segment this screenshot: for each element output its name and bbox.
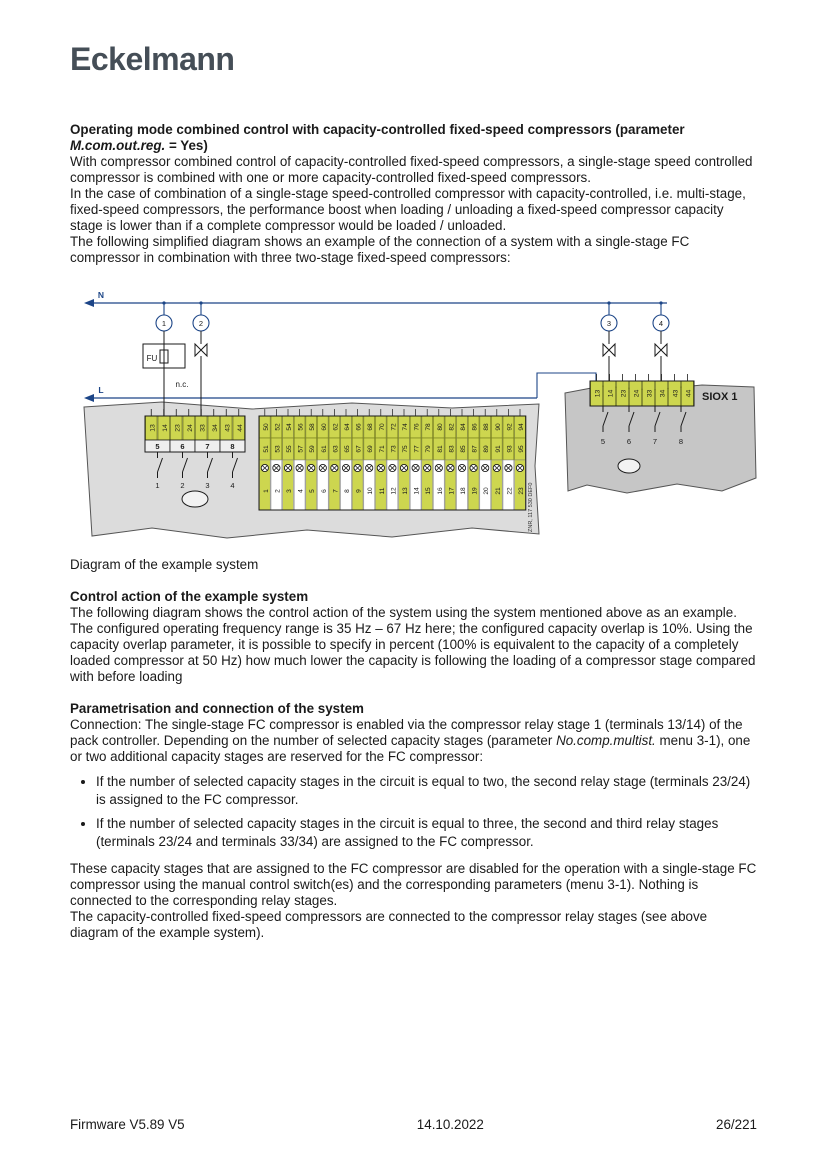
parameter-name: M.com.out.reg. <box>70 138 166 153</box>
svg-text:N: N <box>97 290 105 300</box>
svg-text:43: 43 <box>224 424 232 432</box>
svg-text:71: 71 <box>378 445 386 453</box>
capacity-stages-list <box>70 773 757 851</box>
svg-text:52: 52 <box>274 423 282 431</box>
paragraph-connection <box>70 717 757 765</box>
eckelmann-logo: Eckelmann <box>70 41 235 77</box>
svg-text:58: 58 <box>309 423 317 431</box>
svg-text:1: 1 <box>155 481 160 490</box>
svg-text:43: 43 <box>672 389 680 398</box>
section-heading-parametrisation: Parametrisation and connection of the system <box>70 701 364 716</box>
paragraph-fixed-speed-connection: The capacity-controlled fixed-speed compressors are connected to the compressor relay stages (see above diagram of the example system). <box>70 909 708 940</box>
svg-text:SIOX 1: SIOX 1 <box>702 391 738 403</box>
figure-caption: Diagram of the example system <box>70 557 259 572</box>
list-item-three-stages: • If the number of selected capacity stages in the circuit is equal to three, the second and third relay stages (terminals 23/24 and terminals 33/34) are assigned to the FC compressor. <box>96 815 757 851</box>
svg-text:72: 72 <box>390 423 398 431</box>
svg-text:4: 4 <box>658 319 664 328</box>
svg-text:76: 76 <box>413 423 421 431</box>
svg-text:6: 6 <box>320 489 328 493</box>
svg-text:18: 18 <box>460 487 467 495</box>
svg-text:66: 66 <box>355 423 363 431</box>
svg-text:23: 23 <box>620 389 628 398</box>
svg-text:44: 44 <box>236 424 244 432</box>
svg-text:75: 75 <box>402 445 409 453</box>
svg-text:ZNR, 117 530 DEF0: ZNR, 117 530 DEF0 <box>528 482 534 532</box>
svg-text:23: 23 <box>518 487 525 495</box>
svg-text:80: 80 <box>436 423 444 431</box>
paragraph-disabled-stages: These capacity stages that are assigned to the FC compressor are disabled for the operation with a single-stage FC compressor using the manual control switch(es) and the corresponding parameters (menu 3-1). Nothing is connected to the corresponding relay stages. <box>70 861 757 908</box>
svg-text:22: 22 <box>506 487 514 495</box>
svg-text:78: 78 <box>425 423 433 431</box>
svg-text:3: 3 <box>606 319 612 328</box>
svg-text:94: 94 <box>518 423 525 431</box>
svg-text:81: 81 <box>436 445 444 453</box>
svg-text:82: 82 <box>448 423 456 431</box>
svg-text:16: 16 <box>436 487 444 495</box>
svg-text:13: 13 <box>402 487 409 495</box>
svg-text:59: 59 <box>309 445 317 453</box>
svg-text:77: 77 <box>413 445 421 453</box>
svg-text:4: 4 <box>230 481 235 490</box>
svg-text:65: 65 <box>344 445 351 453</box>
paragraph-combination-case: In the case of combination of a single-stage speed-controlled compressor with capacity-controlled, i.e. multi-stage, fixed-speed compressors, the performance boost when loading / unloading a fixed-speed compressor capacity stage is lower than if a complete compressor would be loaded / unloaded. <box>70 186 746 233</box>
svg-text:90: 90 <box>494 423 502 431</box>
svg-text:6: 6 <box>180 442 185 451</box>
svg-text:64: 64 <box>344 423 351 431</box>
svg-text:56: 56 <box>297 423 305 431</box>
svg-text:86: 86 <box>471 423 479 431</box>
svg-text:88: 88 <box>483 423 491 431</box>
svg-text:51: 51 <box>262 445 270 453</box>
svg-text:23: 23 <box>174 424 182 432</box>
svg-text:24: 24 <box>633 389 641 398</box>
svg-text:14: 14 <box>161 424 169 432</box>
svg-text:8: 8 <box>230 442 235 451</box>
svg-text:95: 95 <box>518 445 525 453</box>
svg-text:L: L <box>98 385 104 395</box>
heading-tail: = Yes) <box>165 138 208 153</box>
svg-text:4: 4 <box>297 489 305 493</box>
svg-text:53: 53 <box>274 445 282 453</box>
wiring-diagram-container <box>82 286 774 549</box>
svg-text:92: 92 <box>506 423 514 431</box>
siox-motor-symbol <box>618 459 640 473</box>
svg-text:33: 33 <box>199 424 207 432</box>
svg-text:2: 2 <box>274 489 282 493</box>
list-item-two-stages: • If the number of selected capacity stages in the circuit is equal to two, the second relay stage (terminals 23/24) is assigned to the FC compressor. <box>96 773 757 809</box>
supply-line-n <box>84 290 667 307</box>
svg-text:5: 5 <box>600 437 606 446</box>
footer-page-number: 26/221 <box>716 1117 757 1132</box>
svg-text:84: 84 <box>460 423 467 431</box>
svg-text:68: 68 <box>367 423 375 431</box>
valve-icon <box>655 344 661 356</box>
svg-text:1: 1 <box>161 319 167 328</box>
svg-text:5: 5 <box>155 442 160 451</box>
svg-text:14: 14 <box>607 389 615 398</box>
footer-firmware-version: Firmware V5.89 V5 <box>70 1117 185 1132</box>
svg-text:19: 19 <box>471 487 479 495</box>
svg-text:21: 21 <box>494 487 502 495</box>
svg-text:85: 85 <box>460 445 467 453</box>
svg-text:50: 50 <box>262 423 270 431</box>
svg-text:3: 3 <box>286 489 293 493</box>
svg-text:91: 91 <box>494 445 502 453</box>
svg-text:44: 44 <box>685 389 693 398</box>
svg-text:54: 54 <box>286 423 293 431</box>
svg-text:1: 1 <box>262 489 270 493</box>
svg-text:2: 2 <box>198 319 204 328</box>
svg-text:74: 74 <box>402 423 409 431</box>
connection-tail: menu 3-1), one or two additional capacity stages are reserved for the FC compressor: <box>70 733 751 764</box>
svg-text:FU: FU <box>146 354 158 363</box>
svg-text:57: 57 <box>297 445 305 453</box>
parameter-name-multist: No.comp.multist. <box>556 733 656 748</box>
svg-text:87: 87 <box>471 445 479 453</box>
svg-text:7: 7 <box>652 437 658 446</box>
svg-text:8: 8 <box>344 489 351 493</box>
paragraph-control-action: The following diagram shows the control action of the system using the system mentioned above as an example. The configured operating frequency range is 35 Hz – 67 Hz here; the configured capacity overlap is 10%. Using the capacity overlap parameter, it is possible to specify in percent (100% is equivalent to the capacity of a completely loaded compressor at 50 Hz) how much lower the capacity is following the loading of a compressor stage compared with before loading <box>70 605 756 684</box>
svg-text:8: 8 <box>678 437 684 446</box>
svg-text:73: 73 <box>390 445 398 453</box>
svg-text:89: 89 <box>483 445 491 453</box>
section-heading-operating-mode <box>70 122 757 154</box>
connection-text: Connection: The single-stage FC compressor is enabled via the compressor relay stage 1 (terminals 13/14) of the pack controller. Depending on the number of selected capacity stages (parameter <box>70 717 743 748</box>
svg-text:33: 33 <box>646 389 654 398</box>
svg-text:55: 55 <box>286 445 293 453</box>
wiring-diagram <box>82 286 774 544</box>
svg-text:34: 34 <box>659 389 667 398</box>
svg-text:83: 83 <box>448 445 456 453</box>
svg-text:17: 17 <box>448 487 456 495</box>
io-terminal-block <box>259 409 526 510</box>
page-footer <box>70 1117 757 1132</box>
svg-text:3: 3 <box>205 481 210 490</box>
svg-text:14: 14 <box>413 487 421 495</box>
valve-icon <box>603 344 609 356</box>
svg-text:63: 63 <box>332 445 340 453</box>
svg-text:79: 79 <box>425 445 433 453</box>
svg-text:12: 12 <box>390 487 398 495</box>
svg-text:7: 7 <box>205 442 210 451</box>
svg-text:15: 15 <box>425 487 433 495</box>
svg-text:9: 9 <box>355 489 363 493</box>
valve-icon <box>195 344 201 356</box>
svg-text:61: 61 <box>320 445 328 453</box>
svg-text:2: 2 <box>180 481 185 490</box>
svg-text:10: 10 <box>367 487 375 495</box>
supply-line-l <box>84 373 596 402</box>
svg-text:n.c.: n.c. <box>175 380 189 389</box>
svg-text:13: 13 <box>149 424 157 432</box>
svg-text:11: 11 <box>378 487 386 495</box>
svg-text:70: 70 <box>378 423 386 431</box>
pack-motor-symbol <box>182 491 208 507</box>
svg-text:24: 24 <box>186 424 194 432</box>
svg-text:62: 62 <box>332 423 340 431</box>
svg-text:67: 67 <box>355 445 363 453</box>
svg-text:6: 6 <box>626 437 632 446</box>
svg-text:13: 13 <box>594 389 602 398</box>
footer-date: 14.10.2022 <box>416 1117 484 1132</box>
heading-text: Operating mode combined control with capacity-controlled fixed-speed compressors (parameter <box>70 122 685 137</box>
svg-text:5: 5 <box>309 489 317 493</box>
svg-text:93: 93 <box>506 445 514 453</box>
svg-text:20: 20 <box>483 487 491 495</box>
svg-text:7: 7 <box>332 489 340 493</box>
section-heading-control-action: Control action of the example system <box>70 589 309 604</box>
svg-text:34: 34 <box>211 424 219 432</box>
paragraph-diagram-intro: The following simplified diagram shows an example of the connection of a system with a single-stage FC compressor in combination with three two-stage fixed-speed compressors: <box>70 234 690 265</box>
svg-text:69: 69 <box>367 445 375 453</box>
svg-text:60: 60 <box>320 423 328 431</box>
paragraph-combined-control: With compressor combined control of capacity-controlled fixed-speed compressors, a single-stage speed controlled compressor is combined with one or more capacity-controlled fixed-speed compressors. <box>70 154 753 185</box>
